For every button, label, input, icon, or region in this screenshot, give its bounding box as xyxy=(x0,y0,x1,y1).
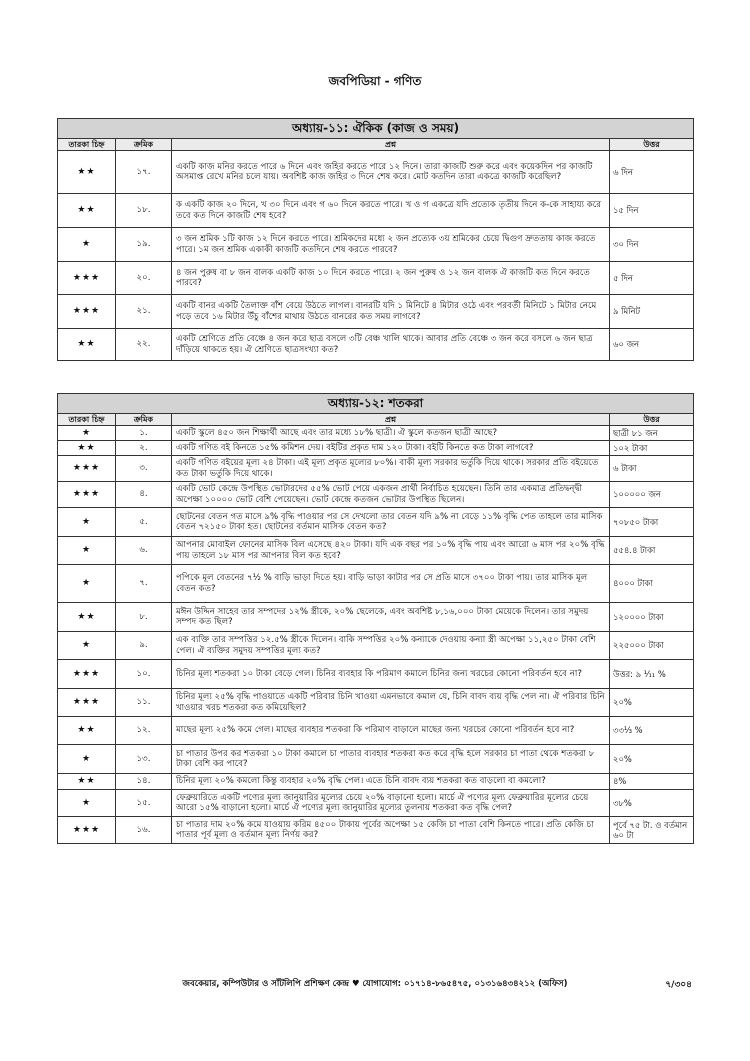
table-row xyxy=(58,790,694,817)
serial-number: ১৬. xyxy=(116,817,172,844)
star-rating: ★★★ xyxy=(58,456,116,482)
question-text: মাছের মূল্য ২৫% কমে গেল। মাছের ব্যবহার শতকরা কি পরিমাণ বাড়ালে মাছের জন্য খরচের কোনো পরিবর্তন হবে না? xyxy=(172,717,610,745)
serial-number: ৩. xyxy=(116,456,172,482)
star-rating: ★ xyxy=(58,537,116,565)
table-row xyxy=(58,151,694,194)
question-text: একটি গণিত বই কিনতে ১৫% কমিশন দেয়। বইটির প্রকৃত দাম ১২০ টাকা। বইটি কিনতে কত টাকা লাগবে? xyxy=(172,441,610,456)
serial-number: ৪. xyxy=(116,482,172,508)
star-rating: ★ xyxy=(58,228,116,262)
table-row xyxy=(58,426,694,441)
question-text: চিনির মূল্য ২০% কমলো কিন্তু ব্যবহার ২০% বৃদ্ধি পেল। এতে চিনি বাবদ ব্যয় শতকরা কত বাড়লো বা কমলো? xyxy=(172,774,610,790)
star-rating: ★ xyxy=(58,790,116,817)
chapter-table xyxy=(57,118,694,361)
answer-text: ৬ টাকা xyxy=(610,456,694,482)
question-text: একটি গণিত বইয়ের মূল্য ২৪ টাকা। এই মূল্য প্রকৃত মূল্যের ৮০%। বাকী মূল্য সরকার ভর্তুকি দিয়ে থাকে। সরকার প্রতি বইয়েতে কত টাকা ভর্তুকি দিয়ে থাকে। xyxy=(172,456,610,482)
serial-number: ৫. xyxy=(116,508,172,537)
serial-number: ১৮. xyxy=(116,194,172,228)
question-text: ৩ জন শ্রমিক ১টি কাজ ১২ দিনে করতে পারে। শ্রমিকদের মধ্যে ২ জন প্রত্যেক ৩য় শ্রমিকের চেয়ে দ্বিগুণ দ্রুততায় কাজ করতে পারে। ১ম জন শ্রমিক একাকী কাজটি কতদিনে শেষ করতে পারবে? xyxy=(172,228,610,262)
answer-text: ৬ দিন xyxy=(610,151,694,194)
question-text: একটি শ্রেণিতে প্রতি বেঞ্চে ৪ জন করে ছাত্র বসলে ৩টি বেঞ্চ খালি থাকে। আবার প্রতি বেঞ্চে ৩ জন করে বসলে ৬ জন ছাত্র দাঁড়িয়ে থাকতে হয়। ঐ শ্রেণিতে ছাত্রসংখ্যা কত? xyxy=(172,329,610,361)
question-text: এক ব্যক্তি তার সম্পত্তির ১২.৫% স্ত্রীকে দিলেন। বাকি সম্পত্তির ২০% কন্যাকে দেওয়ায় কন্যা স্ত্রী অপেক্ষা ১১,২৫০ টাকা বেশি পেল। ঐ ব্যক্তির সমুদয় সম্পত্তির মূল্য কত? xyxy=(172,632,610,660)
star-rating: ★★★ xyxy=(58,660,116,689)
table-row xyxy=(58,603,694,632)
page-title: জবপিডিয়া - গণিত xyxy=(328,74,422,88)
serial-number: ১৩. xyxy=(116,745,172,774)
question-text: ক একটি কাজ ২০ দিনে, খ ৩০ দিনে এবং গ ৬০ দিনে করতে পারে। খ ও গ একত্রে যদি প্রত্যেক তৃতীয় দিনে ক-কে সাহায্য করে তবে কত দিনে কাজটি শেষ হবে? xyxy=(172,194,610,228)
star-rating: ★★★ xyxy=(58,689,116,717)
question-text: চিনির মূল্য শতকরা ১০ টাকা বেড়ে গেল। চিনির ব্যবহার কি পরিমাণ কমালে চিনির জন্য খরচের কোনো পরিবর্তন হবে না? xyxy=(172,660,610,689)
table-row xyxy=(58,482,694,508)
answer-text: ৬০ জন xyxy=(610,329,694,361)
star-rating: ★★ xyxy=(58,151,116,194)
table-row xyxy=(58,660,694,689)
answer-text: উত্তর: ৯ ¹⁄₁₁ % xyxy=(610,660,694,689)
star-rating: ★ xyxy=(58,565,116,603)
answer-text: পূর্বে ৭৫ টা. ও বর্তমান ৬০ টা xyxy=(610,817,694,844)
star-rating: ★★★ xyxy=(58,482,116,508)
table-row xyxy=(58,228,694,262)
serial-number: ১১. xyxy=(116,689,172,717)
answer-text: ৭০৮৫০ টাকা xyxy=(610,508,694,537)
chapter-title: অধ্যায়-১২: শতকরা xyxy=(58,394,694,414)
table-row xyxy=(58,329,694,361)
serial-number: ৮. xyxy=(116,603,172,632)
star-rating: ★★ xyxy=(58,603,116,632)
question-text: একটি বানর একটি তৈলাক্ত বাঁশ বেয়ে উঠতে লাগল। বানরটি যদি ১ মিনিটে ৪ মিটার ওঠে এবং পরবর্তী মিনিটে ১ মিটার নেমে পড়ে তবে ১৬ মিটার উঁচু বাঁশের মাথায় উঠতে বানরের কত সময় লাগবে? xyxy=(172,295,610,329)
question-text: পপিকে মূল বেতনের ৭½ % বাড়ি ভাড়া দিতে হয়। বাড়ি ভাড়া কাটার পর সে প্রতি মাসে ৩৭০০ টাকা পায়। তার মাসিক মূল বেতন কত? xyxy=(172,565,610,603)
serial-number: ১৯. xyxy=(116,228,172,262)
serial-number: ২১. xyxy=(116,295,172,329)
table-row xyxy=(58,689,694,717)
answer-text: ৩০ দিন xyxy=(610,228,694,262)
answer-text: ৩৩⅓ % xyxy=(610,717,694,745)
answer-text: ২২৫০০০ টাকা xyxy=(610,632,694,660)
answer-text: ১২০০০০ টাকা xyxy=(610,603,694,632)
star-rating: ★ xyxy=(58,632,116,660)
column-header-answer: উত্তর xyxy=(610,414,694,426)
serial-number: ২২. xyxy=(116,329,172,361)
star-rating: ★ xyxy=(58,508,116,537)
question-text: একটি কাজ মনির করতে পারে ৬ দিনে এবং জহির করতে পারে ১২ দিনে। তারা কাজটি শুরু করে এবং কয়েকদিন পর কাজটি অসমাপ্ত রেখে মনির চলে যায়। অবশিষ্ট কাজ জহির ৩ দিনে শেষ করে। মোট কতদিন তারা একত্রে কাজটি করেছিল? xyxy=(172,151,610,194)
star-rating: ★★ xyxy=(58,194,116,228)
answer-text: ২০% xyxy=(610,689,694,717)
chapter-title: অধ্যায়-১১: ঐকিক (কাজ ও সময়) xyxy=(58,119,694,139)
column-header-row xyxy=(58,414,694,426)
question-text: চা পাতার উপর কর শতকরা ১০ টাকা কমালে চা পাতার ব্যবহার শতকরা কত করে বৃদ্ধি হলে সরকার চা পাতা থেকে শতকরা ৮ টাকা বেশি কর পাবে? xyxy=(172,745,610,774)
serial-number: ১০. xyxy=(116,660,172,689)
answer-text: ছাত্রী ৮১ জন xyxy=(610,426,694,441)
column-header-serial: ক্রমিক xyxy=(116,414,172,426)
answer-text: ২০% xyxy=(610,745,694,774)
table-row xyxy=(58,632,694,660)
question-text: চা পাতার দাম ২০% কমে যাওয়ায় করিম ৪৫০০ টাকায় পূর্বের অপেক্ষা ১৫ কেজি চা পাতা বেশি কিনতে পারে। প্রতি কেজি চা পাতার পূর্ব মূল্য ও বর্তমান মূল্য নির্ণয় কর? xyxy=(172,817,610,844)
serial-number: ১৪. xyxy=(116,774,172,790)
star-rating: ★★★ xyxy=(58,817,116,844)
column-header-row xyxy=(58,139,694,151)
column-header-answer: উত্তর xyxy=(610,139,694,151)
serial-number: ৯. xyxy=(116,632,172,660)
table-row xyxy=(58,717,694,745)
answer-text: ৩৮% xyxy=(610,790,694,817)
serial-number: ১. xyxy=(116,426,172,441)
answer-text: ১০২ টাকা xyxy=(610,441,694,456)
column-header-question: প্রশ্ন xyxy=(172,139,610,151)
page-number: ৭/৩০৪ xyxy=(665,980,692,990)
column-header-stars: তারকা চিহ্ন xyxy=(58,139,116,151)
star-rating: ★★★ xyxy=(58,295,116,329)
question-text: আপনার মোবাইল ফোনের মাসিক বিল এসেছে ৪২০ টাকা। যদি এক বছর পর ১০% বৃদ্ধি পায় এবং আরো ৬ মাস পর ২০% বৃদ্ধি পায় তাহলে ১৮ মাস পর আপনার বিল কত হবে? xyxy=(172,537,610,565)
column-header-question: প্রশ্ন xyxy=(172,414,610,426)
table-row xyxy=(58,295,694,329)
answer-text: ৫৫৪.৪ টাকা xyxy=(610,537,694,565)
serial-number: ১২. xyxy=(116,717,172,745)
table-row xyxy=(58,194,694,228)
chapter-table xyxy=(57,393,694,844)
answer-text: ৯ মিনিট xyxy=(610,295,694,329)
star-rating: ★★ xyxy=(58,717,116,745)
answer-text: ১৫ দিন xyxy=(610,194,694,228)
table-row xyxy=(58,537,694,565)
question-text: চিনির মূল্য ২৫% বৃদ্ধি পাওয়াতে একটি পরিবার চিনি খাওয়া এমনভাবে কমাল যে, চিনি বাবদ ব্যয় বৃদ্ধি পেল না। ঐ পরিবার চিনি খাওয়ার খরচ শতকরা কত কমিয়েছিল? xyxy=(172,689,610,717)
column-header-stars: তারকা চিহ্ন xyxy=(58,414,116,426)
serial-number: ১৭. xyxy=(116,151,172,194)
table-row xyxy=(58,262,694,295)
footer-contact: জবকেয়ার, কম্পিউটার ও সাঁটলিপি প্রশিক্ষণ কেন্দ্র ♥ যোগাযোগ: ০১৭১৪-৮৬৫৪৭৫, ০১৩১৬৪৩৪২১২ (অফিস) xyxy=(182,979,568,989)
serial-number: ২. xyxy=(116,441,172,456)
question-text: একটি ভোট কেন্দ্রে উপস্থিত ভোটারদের ৫৫% ভোট পেয়ে একজন প্রার্থী নির্বাচিত হয়েছেন। তিনি তার একমাত্র প্রতিদ্বন্দ্বী অপেক্ষা ১০০০০ ভোট বেশি পেয়েছেন। ভোট কেন্দ্রে কতজন ভোটার উপস্থিত ছিলেন। xyxy=(172,482,610,508)
star-rating: ★★★ xyxy=(58,262,116,295)
question-text: ফেব্রুয়ারিতে একটি পণ্যের মূল্য জানুয়ারির মূল্যের চেয়ে ২০% বাড়ানো হলো। মার্চে ঐ পণ্যের মূল্য ফেব্রুয়ারির মূল্যের চেয়ে আরো ১৫% বাড়ানো হলো। মার্চে ঐ পণ্যের মূল্য জানুয়ারির মূল্যের তুলনায় শতকরা কত বৃদ্ধি পেল? xyxy=(172,790,610,817)
serial-number: ১৫. xyxy=(116,790,172,817)
table-row xyxy=(58,441,694,456)
answer-text: ৪% xyxy=(610,774,694,790)
table-row xyxy=(58,508,694,537)
table-row xyxy=(58,456,694,482)
table-row xyxy=(58,817,694,844)
question-text: একটি স্কুলে ৪৫০ জন শিক্ষার্থী আছে এবং তার মধ্যে ১৮% ছাত্রী। ঐ স্কুলে কতজন ছাত্রী আছে? xyxy=(172,426,610,441)
answer-text: ৫ দিন xyxy=(610,262,694,295)
question-text: মঈন উদ্দিন সাহেব তার সম্পদের ১২% স্ত্রীকে, ২০% ছেলেকে, এবং অবশিষ্ট ৮,১৬,০০০ টাকা মেয়েকে দিলেন। তার সমুদয় সম্পদ কত ছিল? xyxy=(172,603,610,632)
serial-number: ৬. xyxy=(116,537,172,565)
star-rating: ★★ xyxy=(58,329,116,361)
star-rating: ★★ xyxy=(58,774,116,790)
star-rating: ★ xyxy=(58,426,116,441)
serial-number: ৭. xyxy=(116,565,172,603)
table-row xyxy=(58,745,694,774)
table-row xyxy=(58,774,694,790)
star-rating: ★★ xyxy=(58,441,116,456)
question-text: ৪ জন পুরুষ বা ৮ জন বালক একটি কাজ ১০ দিনে করতে পারে। ২ জন পুরুষ ও ১২ জন বালক ঐ কাজটি কত দিনে করতে পারবে? xyxy=(172,262,610,295)
question-text: ছোটনের বেতন গত মাসে ৯% বৃদ্ধি পাওয়ার পর সে দেখলো তার বেতন যদি ৯% না বেড়ে ১১% বৃদ্ধি পেত তাহলে তার মাসিক বেতন ৭২১৫০ টাকা হত। ছোটনের বর্তমান মাসিক বেতন কত? xyxy=(172,508,610,537)
star-rating: ★ xyxy=(58,745,116,774)
column-header-serial: ক্রমিক xyxy=(116,139,172,151)
serial-number: ২০. xyxy=(116,262,172,295)
table-row xyxy=(58,565,694,603)
answer-text: ৪০০০ টাকা xyxy=(610,565,694,603)
answer-text: ১০০০০০ জন xyxy=(610,482,694,508)
